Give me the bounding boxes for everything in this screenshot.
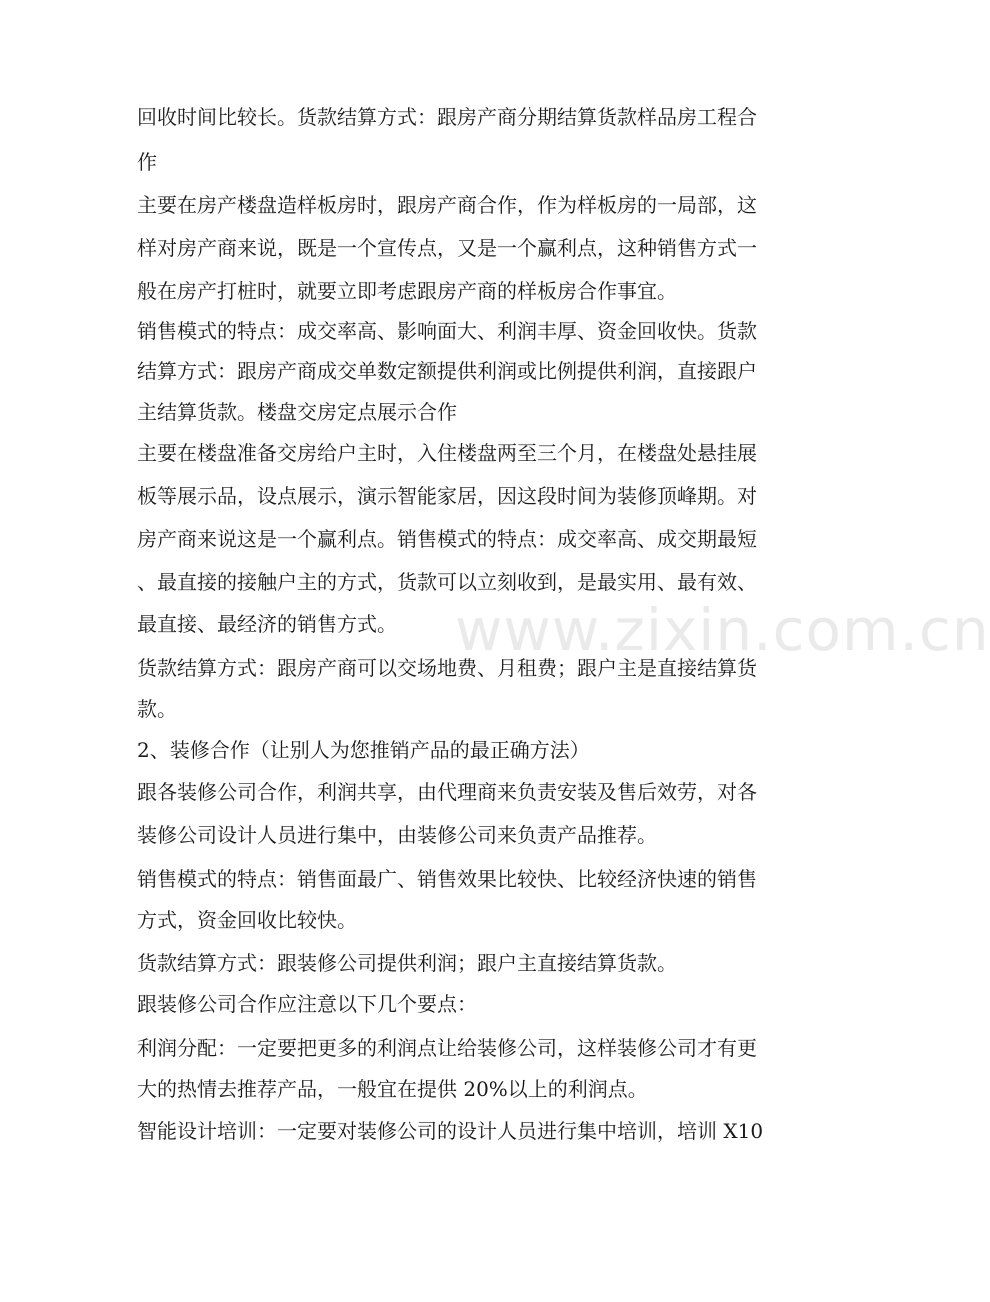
text-line-11: 房产商来说这是一个赢利点。销售模式的特点：成交率高、成交期最短 [137,527,757,551]
text-line-9: 主要在楼盘准备交房给户主时，入住楼盘两至三个月，在楼盘处悬挂展 [137,441,757,465]
text-line-24: 大的热情去推荐产品，一般宜在提供 20%以上的利润点。 [137,1077,648,1101]
text-line-16: 2、装修合作（让别人为您推销产品的最正确方法） [137,738,590,762]
text-line-22: 跟装修公司合作应注意以下几个要点： [137,992,477,1016]
text-line-21: 货款结算方式：跟装修公司提供利润；跟户主直接结算货款。 [137,951,677,975]
text-line-3: 主要在房产楼盘造样板房时，跟房产商合作，作为样板房的一局部，这 [137,193,757,217]
text-line-25: 智能设计培训：一定要对装修公司的设计人员进行集中培训，培训 X10 [137,1119,764,1143]
text-line-17: 跟各装修公司合作，利润共享，由代理商来负责安装及售后效劳，对各 [137,780,757,804]
text-line-10: 板等展示品，设点展示，演示智能家居，因这段时间为装修顶峰期。对 [137,484,757,508]
text-line-5: 般在房产打桩时，就要立即考虑跟房产商的样板房合作事宜。 [137,279,677,303]
text-line-13: 最直接、最经济的销售方式。 [137,612,397,636]
watermark: www.zixin.com.cn [455,596,990,664]
text-line-2: 作 [137,150,157,174]
text-line-12: 、最直接的接触户主的方式，货款可以立刻收到，是最实用、最有效、 [137,570,757,594]
text-line-14: 货款结算方式：跟房产商可以交场地费、月租费；跟户主是直接结算货 [137,656,757,680]
text-line-19: 销售模式的特点：销售面最广、销售效果比较快、比较经济快速的销售 [137,867,757,891]
text-line-6: 销售模式的特点：成交率高、影响面大、利润丰厚、资金回收快。货款 [137,319,757,343]
text-line-20: 方式，资金回收比较快。 [137,908,357,932]
text-line-4: 样对房产商来说，既是一个宣传点，又是一个赢利点，这种销售方式一 [137,236,757,260]
text-line-15: 款。 [137,697,177,721]
text-line-7: 结算方式：跟房产商成交单数定额提供利润或比例提供利润，直接跟户 [137,359,757,383]
text-line-8: 主结算货款。楼盘交房定点展示合作 [137,400,457,424]
text-line-23: 利润分配：一定要把更多的利润点让给装修公司，这样装修公司才有更 [137,1036,757,1060]
text-line-1: 回收时间比较长。货款结算方式：跟房产商分期结算货款样品房工程合 [137,105,757,129]
text-line-18: 装修公司设计人员进行集中，由装修公司来负责产品推荐。 [137,823,657,847]
